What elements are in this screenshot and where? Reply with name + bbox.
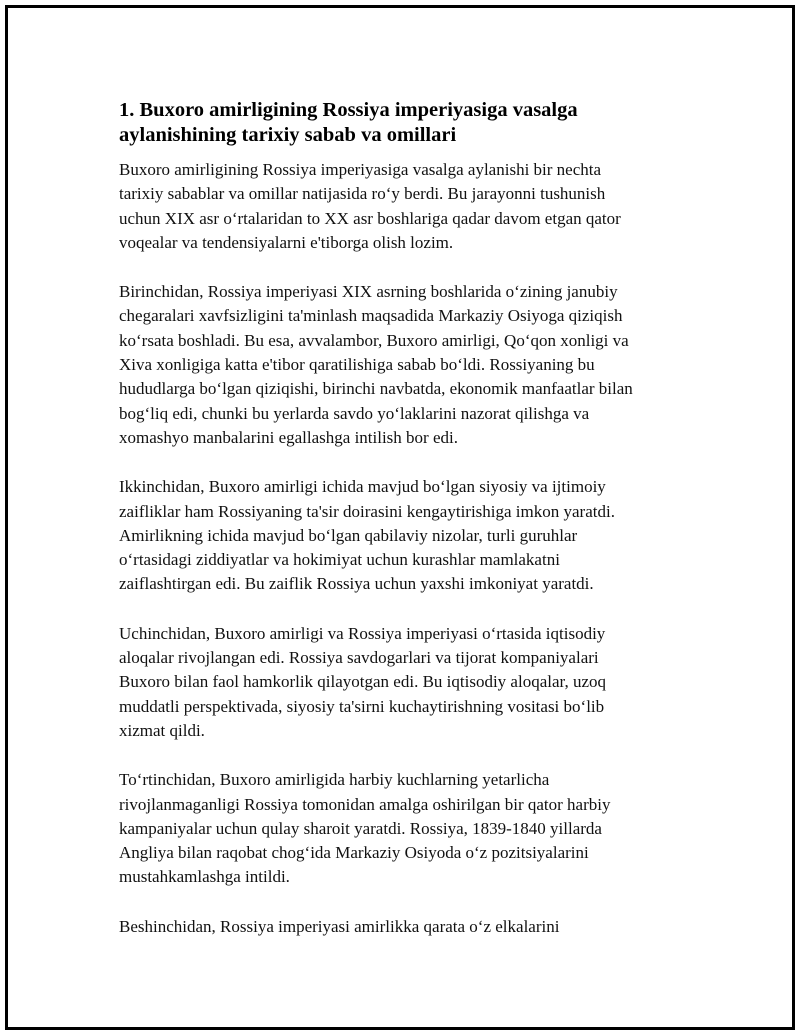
paragraph-second-reason: Ikkinchidan, Buxoro amirligi ichida mavjud bo‘lgan siyosiy va ijtimoiy zaifliklar ham Rossiyaning ta'sir doirasini kengaytirishiga imkon yaratdi. Amirlikning ichida mavjud bo‘lgan qabilaviy nizolar, turli guruhlar o‘rtasidagi ziddiyatlar va hokimiyat uchun kurashlar mamlakatni zaiflashtirgan edi. Bu zaiflik Rossiya uchun yaxshi imkoniyat yaratdi. xyxy=(119,477,615,594)
paragraph-third-reason: Uchinchidan, Buxoro amirligi va Rossiya imperiyasi o‘rtasida iqtisodiy aloqalar rivojlangan edi. Rossiya savdogarlari va tijorat kompaniyalari Buxoro bilan faol hamkorlik qilayotgan edi. Bu iqtisodiy aloqalar, uzoq muddatli perspektivada, siyosiy ta'sirni kuchaytirishning vositasi bo‘lib xizmat qildi. xyxy=(119,623,607,740)
document-body xyxy=(119,98,699,964)
paragraph-fifth-reason: Beshinchidan, Rossiya imperiyasi amirlikka qarata o‘z elkalarini xyxy=(119,916,560,936)
paragraph-fourth-reason: To‘rtinchidan, Buxoro amirligida harbiy kuchlarning yetarlicha rivojlanmaganligi Rossiya tomonidan amalga oshirilgan bir qator harbiy kampaniyalar uchun qulay sharoit yaratdi. Rossiya, 1839-1840 yillarda Angliya bilan raqobat chog‘ida Markaziy Osiyoda o‘z pozitsiyalarini mustahkamlashga intildi. xyxy=(119,770,611,887)
paragraph-first-reason: Birinchidan, Rossiya imperiyasi XIX asrning boshlarida o‘zining janubiy chegaralari xavfsizligini ta'minlash maqsadida Markaziy Osiyoga qiziqish ko‘rsata boshladi. Bu esa, avvalambor, Buxoro amirligi, Qo‘qon xonligi va Xiva xonligiga katta e'tibor qaratilishiga sabab bo‘ldi. Rossiyaning bu hududlarga bo‘lgan qiziqishi, birinchi navbatda, ekonomik manfaatlar bilan bog‘liq edi, chunki bu yerlarda savdo yo‘laklarini nazorat qilishga va xomashyo manbalarini egallashga intilish bor edi. xyxy=(119,282,633,447)
paragraph-intro: Buxoro amirligining Rossiya imperiyasiga vasalga aylanishi bir nechta tarixiy sabablar va omillar natijasida ro‘y berdi. Bu jarayonni tushunish uchun XIX asr o‘rtalaridan to XX asr boshlariga qadar davom etgan qator voqealar va tendensiyalarni e'tiborga olish lozim. xyxy=(119,160,621,252)
section-heading: 1. Buxoro amirligining Rossiya imperiyasiga vasalga aylanishining tarixiy sabab va omillari xyxy=(119,99,578,146)
page-frame xyxy=(5,5,795,1030)
